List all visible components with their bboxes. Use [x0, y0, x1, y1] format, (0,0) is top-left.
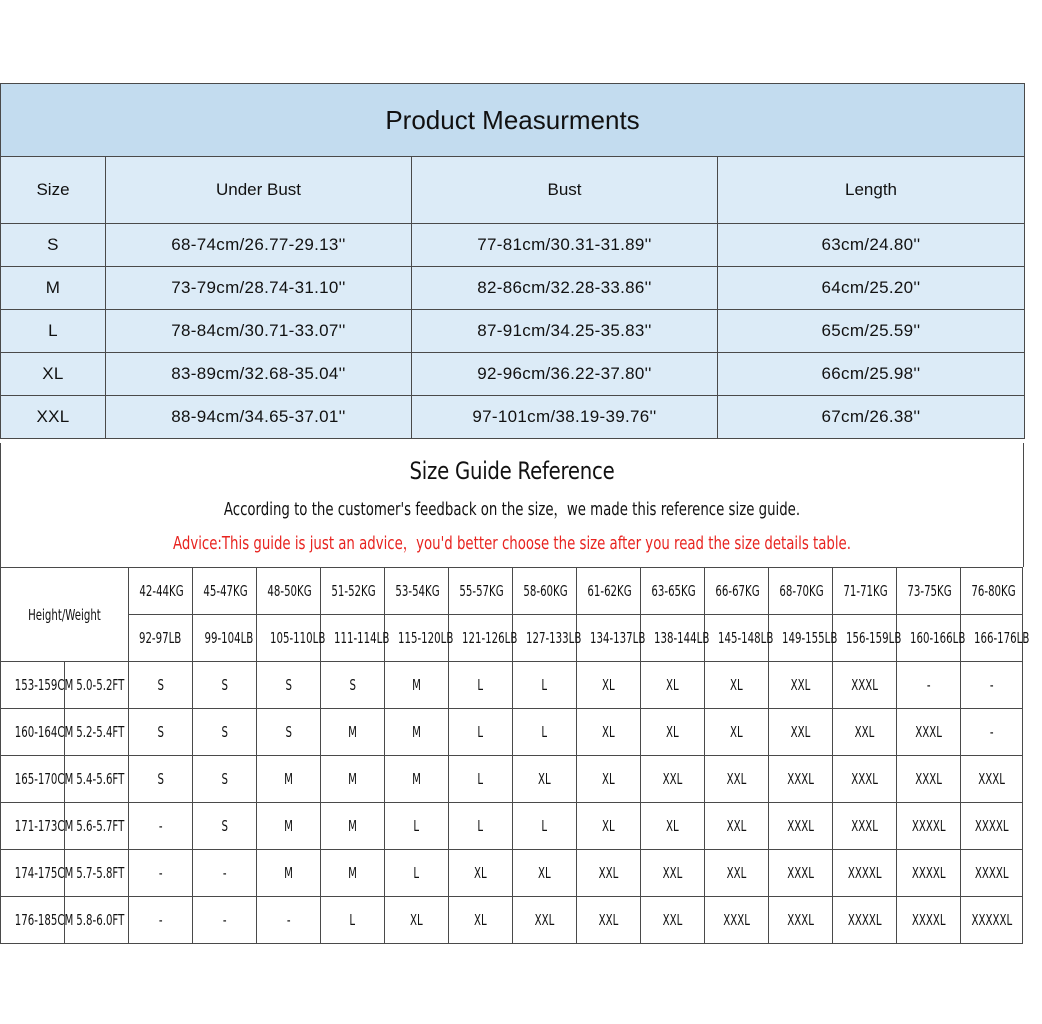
size-recommendation-cell — [641, 803, 705, 850]
size-recommendation-cell — [833, 756, 897, 803]
measure-cell: 63cm/24.80'' — [718, 224, 1025, 267]
size-recommendation-cell — [321, 709, 385, 756]
weight-kg-header — [897, 568, 961, 615]
height-weight-table — [0, 567, 1030, 944]
size-recommendation-cell — [257, 897, 321, 944]
weight-kg-header — [577, 568, 641, 615]
size-value: S — [221, 723, 228, 741]
weight-kg-header — [641, 568, 705, 615]
height-ft-label: 5.0-5.2FT — [76, 676, 125, 694]
size-recommendation-cell — [321, 662, 385, 709]
size-value: XL — [666, 676, 679, 694]
size-recommendation-cell — [321, 803, 385, 850]
measure-cell: 87-91cm/34.25-35.83'' — [412, 310, 718, 353]
size-recommendation-cell — [961, 756, 1023, 803]
size-value: M — [348, 864, 357, 882]
size-recommendation-cell — [449, 850, 513, 897]
size-recommendation-cell — [449, 662, 513, 709]
size-value: S — [157, 723, 164, 741]
weight-lb-label: 99-104LB — [204, 629, 254, 647]
size-recommendation-cell — [897, 897, 961, 944]
size-recommendation-cell — [193, 662, 257, 709]
size-value: L — [477, 817, 484, 835]
size-value: S — [285, 723, 292, 741]
size-value: S — [285, 676, 292, 694]
weight-kg-header — [321, 568, 385, 615]
height-ft-label: 5.8-6.0FT — [76, 911, 125, 929]
weight-kg-header — [129, 568, 193, 615]
column-header: Length — [718, 157, 1025, 224]
table-row — [1, 267, 1025, 310]
size-recommendation-cell — [257, 709, 321, 756]
weight-lb-header — [641, 615, 710, 662]
size-value: XXL — [854, 723, 875, 741]
size-recommendation-cell — [193, 803, 257, 850]
size-recommendation-cell — [769, 756, 833, 803]
weight-kg-label: 68-70KG — [779, 582, 824, 600]
weight-kg-label: 66-67KG — [715, 582, 760, 600]
height-cm-label: 160-164CM — [14, 723, 74, 741]
size-recommendation-cell — [449, 897, 513, 944]
size-value: XL — [474, 864, 487, 882]
size-recommendation-cell — [513, 662, 577, 709]
size-recommendation-cell — [193, 709, 257, 756]
height-cm-label: 165-170CM — [14, 770, 74, 788]
size-value: XXXL — [787, 911, 814, 929]
measure-cell: 66cm/25.98'' — [718, 353, 1025, 396]
size-value: XXXXL — [911, 911, 946, 929]
size-value: M — [412, 770, 421, 788]
weight-lb-header — [257, 615, 326, 662]
size-guide-title: Size Guide Reference — [409, 457, 615, 485]
size-recommendation-cell — [833, 803, 897, 850]
size-value: XXL — [598, 911, 619, 929]
weight-lb-label: 145-148LB — [718, 629, 774, 647]
size-value: S — [221, 817, 228, 835]
size-recommendation-cell — [513, 897, 577, 944]
size-value: XXXL — [915, 770, 942, 788]
size-recommendation-cell — [385, 709, 449, 756]
weight-kg-label: 53-54KG — [395, 582, 440, 600]
size-value: M — [284, 817, 293, 835]
measure-cell: 68-74cm/26.77-29.13'' — [106, 224, 412, 267]
size-value: XXXXL — [847, 864, 882, 882]
table-row — [1, 662, 1023, 709]
measure-cell: 83-89cm/32.68-35.04'' — [106, 353, 412, 396]
measure-cell: 97-101cm/38.19-39.76'' — [412, 396, 718, 439]
size-value: - — [222, 911, 227, 929]
weight-lb-label: 134-137LB — [590, 629, 646, 647]
weight-kg-label: 73-75KG — [907, 582, 952, 600]
height-ft-cell — [65, 850, 129, 897]
height-cm-label: 174-175CM — [14, 864, 74, 882]
weight-lb-header — [385, 615, 454, 662]
size-value: XL — [474, 911, 487, 929]
size-recommendation-cell — [961, 850, 1023, 897]
weight-kg-label: 71-71KG — [843, 582, 888, 600]
size-recommendation-cell — [705, 709, 769, 756]
weight-lb-header — [513, 615, 582, 662]
size-recommendation-cell — [257, 662, 321, 709]
size-recommendation-cell — [641, 756, 705, 803]
weight-lb-header — [769, 615, 838, 662]
column-header: Under Bust — [106, 157, 412, 224]
size-value: - — [222, 864, 227, 882]
size-recommendation-cell — [513, 709, 577, 756]
size-value: S — [157, 770, 164, 788]
size-recommendation-cell — [513, 850, 577, 897]
table-row — [1, 897, 1023, 944]
size-recommendation-cell — [385, 850, 449, 897]
weight-lb-header — [897, 615, 966, 662]
size-recommendation-cell — [769, 662, 833, 709]
size-recommendation-cell — [833, 709, 897, 756]
size-recommendation-cell — [385, 897, 449, 944]
weight-kg-label: 48-50KG — [267, 582, 312, 600]
size-value: XL — [666, 817, 679, 835]
weight-lb-label: 105-110LB — [270, 629, 326, 647]
weight-kg-header — [833, 568, 897, 615]
height-ft-label: 5.4-5.6FT — [76, 770, 125, 788]
size-value: XXL — [726, 864, 747, 882]
weight-lb-row — [1, 615, 1023, 662]
weight-lb-header — [449, 615, 518, 662]
size-recommendation-cell — [449, 709, 513, 756]
size-recommendation-cell — [897, 662, 961, 709]
size-recommendation-cell — [577, 803, 641, 850]
weight-kg-header — [961, 568, 1023, 615]
size-recommendation-cell — [577, 756, 641, 803]
size-recommendation-cell — [897, 709, 961, 756]
weight-kg-header — [257, 568, 321, 615]
size-value: XXXL — [851, 676, 878, 694]
size-recommendation-cell — [705, 897, 769, 944]
size-recommendation-cell — [129, 709, 193, 756]
size-recommendation-cell — [769, 803, 833, 850]
size-recommendation-cell — [833, 850, 897, 897]
size-recommendation-cell — [449, 803, 513, 850]
corner-label: Height/Weight — [28, 605, 101, 624]
size-value: XL — [730, 723, 743, 741]
size-recommendation-cell — [513, 756, 577, 803]
size-recommendation-cell — [129, 897, 193, 944]
weight-kg-label: 76-80KG — [971, 582, 1016, 600]
weight-kg-header — [385, 568, 449, 615]
size-value: - — [989, 676, 994, 694]
size-recommendation-cell — [897, 803, 961, 850]
size-recommendation-cell — [193, 897, 257, 944]
size-value: XXXXL — [974, 864, 1009, 882]
column-header: Bust — [412, 157, 718, 224]
size-value: S — [221, 770, 228, 788]
height-ft-label: 5.6-5.7FT — [76, 817, 125, 835]
table-row — [1, 224, 1025, 267]
weight-lb-header — [833, 615, 902, 662]
measure-cell: 67cm/26.38'' — [718, 396, 1025, 439]
height-cm-cell — [1, 897, 74, 944]
size-value: XXXL — [915, 723, 942, 741]
table-row — [1, 756, 1023, 803]
height-cm-label: 176-185CM — [14, 911, 74, 929]
size-value: XXL — [790, 723, 811, 741]
size-value: L — [413, 864, 420, 882]
size-cell: XL — [1, 353, 106, 396]
size-recommendation-cell — [385, 803, 449, 850]
size-recommendation-cell — [769, 850, 833, 897]
size-recommendation-cell — [833, 662, 897, 709]
size-recommendation-cell — [897, 850, 961, 897]
size-value: XXL — [726, 770, 747, 788]
size-recommendation-cell — [705, 756, 769, 803]
height-ft-cell — [65, 709, 129, 756]
size-recommendation-cell — [385, 662, 449, 709]
weight-kg-header — [193, 568, 257, 615]
size-value: XXXL — [851, 770, 878, 788]
weight-lb-header — [705, 615, 774, 662]
size-recommendation-cell — [641, 850, 705, 897]
size-recommendation-cell — [705, 803, 769, 850]
size-recommendation-cell — [577, 897, 641, 944]
size-value: S — [349, 676, 356, 694]
size-value: XL — [730, 676, 743, 694]
weight-kg-label: 51-52KG — [331, 582, 376, 600]
weight-lb-header — [577, 615, 646, 662]
weight-kg-label: 58-60KG — [523, 582, 568, 600]
size-value: L — [477, 770, 484, 788]
size-recommendation-cell — [705, 850, 769, 897]
size-recommendation-cell — [641, 662, 705, 709]
weight-lb-header — [129, 615, 193, 662]
size-guide-subtitle: According to the customer's feedback on the size，we made this reference size guide. — [223, 499, 801, 520]
size-recommendation-cell — [257, 850, 321, 897]
size-value: XXXXL — [911, 864, 946, 882]
size-recommendation-cell — [769, 709, 833, 756]
size-value: M — [348, 723, 357, 741]
size-value: XL — [602, 817, 615, 835]
weight-lb-label: 127-133LB — [526, 629, 582, 647]
table-row — [1, 850, 1023, 897]
size-recommendation-cell — [577, 662, 641, 709]
height-ft-cell — [65, 897, 129, 944]
size-recommendation-cell — [577, 850, 641, 897]
size-value: - — [286, 911, 291, 929]
height-cm-cell — [1, 756, 74, 803]
table-row — [1, 310, 1025, 353]
size-recommendation-cell — [321, 897, 385, 944]
size-recommendation-cell — [769, 897, 833, 944]
height-cm-cell — [1, 850, 74, 897]
size-recommendation-cell — [641, 897, 705, 944]
measure-cell: 92-96cm/36.22-37.80'' — [412, 353, 718, 396]
size-recommendation-cell — [129, 662, 193, 709]
weight-lb-label: 156-159LB — [846, 629, 902, 647]
weight-lb-label: 138-144LB — [654, 629, 710, 647]
measure-cell: 78-84cm/30.71-33.07'' — [106, 310, 412, 353]
measure-cell: 73-79cm/28.74-31.10'' — [106, 267, 412, 310]
size-recommendation-cell — [961, 709, 1023, 756]
size-recommendation-cell — [129, 850, 193, 897]
size-cell: M — [1, 267, 106, 310]
size-value: L — [349, 911, 356, 929]
size-value: XXL — [790, 676, 811, 694]
measure-cell: 65cm/25.59'' — [718, 310, 1025, 353]
size-value: M — [412, 676, 421, 694]
size-recommendation-cell — [961, 803, 1023, 850]
weight-kg-header — [769, 568, 833, 615]
size-recommendation-cell — [257, 803, 321, 850]
weight-lb-header — [321, 615, 390, 662]
table-row — [1, 396, 1025, 439]
height-cm-cell — [1, 803, 74, 850]
size-recommendation-cell — [193, 756, 257, 803]
size-recommendation-cell — [897, 756, 961, 803]
size-recommendation-cell — [257, 756, 321, 803]
size-value: XXXL — [787, 770, 814, 788]
size-value: XXXL — [787, 864, 814, 882]
weight-lb-label: 92-97LB — [139, 629, 182, 647]
height-cm-cell — [1, 709, 74, 756]
size-recommendation-cell — [513, 803, 577, 850]
size-value: XL — [602, 770, 615, 788]
size-value: XXXL — [851, 817, 878, 835]
size-value: M — [284, 864, 293, 882]
size-value: XXXXXL — [971, 911, 1012, 929]
size-value: S — [221, 676, 228, 694]
column-header: Size — [1, 157, 106, 224]
size-guide-header — [0, 443, 1024, 567]
size-value: S — [157, 676, 164, 694]
measure-cell: 64cm/25.20'' — [718, 267, 1025, 310]
height-cm-label: 153-159CM — [14, 676, 74, 694]
size-cell: L — [1, 310, 106, 353]
weight-lb-label: 160-166LB — [910, 629, 966, 647]
size-recommendation-cell — [193, 850, 257, 897]
size-recommendation-cell — [705, 662, 769, 709]
size-recommendation-cell — [385, 756, 449, 803]
weight-lb-header — [961, 615, 1030, 662]
size-value: L — [541, 723, 548, 741]
weight-lb-label: 149-155LB — [782, 629, 838, 647]
measurements-table — [0, 83, 1025, 439]
height-ft-label: 5.7-5.8FT — [76, 864, 125, 882]
size-recommendation-cell — [321, 850, 385, 897]
table-row — [1, 803, 1023, 850]
size-recommendation-cell — [577, 709, 641, 756]
weight-kg-header — [513, 568, 577, 615]
height-ft-label: 5.2-5.4FT — [76, 723, 125, 741]
weight-lb-label: 115-120LB — [398, 629, 454, 647]
weight-lb-label: 121-126LB — [462, 629, 518, 647]
size-value: XXL — [662, 911, 683, 929]
size-recommendation-cell — [961, 662, 1023, 709]
height-cm-cell — [1, 662, 74, 709]
size-cell: S — [1, 224, 106, 267]
measurements-title: Product Measurments — [1, 84, 1025, 157]
size-value: XL — [538, 864, 551, 882]
size-recommendation-cell — [833, 897, 897, 944]
size-recommendation-cell — [321, 756, 385, 803]
size-value: XL — [602, 723, 615, 741]
weight-kg-label: 42-44KG — [139, 582, 184, 600]
size-value: XXL — [598, 864, 619, 882]
measure-cell: 77-81cm/30.31-31.89'' — [412, 224, 718, 267]
size-value: XXXL — [787, 817, 814, 835]
size-recommendation-cell — [129, 756, 193, 803]
size-value: - — [926, 676, 931, 694]
size-recommendation-cell — [129, 803, 193, 850]
weight-kg-label: 61-62KG — [587, 582, 632, 600]
size-value: - — [158, 864, 163, 882]
size-value: XL — [538, 770, 551, 788]
weight-kg-label: 45-47KG — [203, 582, 248, 600]
height-ft-cell — [65, 803, 129, 850]
measure-cell: 88-94cm/34.65-37.01'' — [106, 396, 412, 439]
size-value: L — [541, 676, 548, 694]
weight-kg-header — [449, 568, 513, 615]
measure-cell: 82-86cm/32.28-33.86'' — [412, 267, 718, 310]
weight-lb-label: 111-114LB — [334, 629, 390, 647]
weight-kg-row — [1, 568, 1023, 615]
size-value: L — [413, 817, 420, 835]
size-value: XXXL — [978, 770, 1005, 788]
size-value: M — [284, 770, 293, 788]
size-value: L — [477, 676, 484, 694]
size-value: - — [158, 911, 163, 929]
size-value: XL — [666, 723, 679, 741]
size-guide-advice: Advice:This guide is just an advice，you'd better choose the size after you read the size details table. — [172, 533, 851, 554]
size-value: M — [348, 817, 357, 835]
size-value: XXXXL — [847, 911, 882, 929]
size-value: L — [477, 723, 484, 741]
size-value: XL — [410, 911, 423, 929]
size-value: - — [989, 723, 994, 741]
size-recommendation-cell — [641, 709, 705, 756]
size-value: XL — [602, 676, 615, 694]
size-value: XXXL — [723, 911, 750, 929]
size-value: XXL — [534, 911, 555, 929]
table-row — [1, 353, 1025, 396]
size-value: XXL — [726, 817, 747, 835]
size-recommendation-cell — [449, 756, 513, 803]
height-ft-cell — [65, 662, 129, 709]
size-recommendation-cell — [961, 897, 1023, 944]
size-value: - — [158, 817, 163, 835]
weight-kg-label: 55-57KG — [459, 582, 504, 600]
weight-lb-header — [193, 615, 257, 662]
size-value: XXXXL — [911, 817, 946, 835]
size-value: XXL — [662, 864, 683, 882]
size-value: M — [348, 770, 357, 788]
size-value: L — [541, 817, 548, 835]
weight-kg-header — [705, 568, 769, 615]
height-ft-cell — [65, 756, 129, 803]
table-row — [1, 709, 1023, 756]
size-value: XXXXL — [974, 817, 1009, 835]
size-cell: XXL — [1, 396, 106, 439]
measurements-header-row — [1, 157, 1025, 224]
size-value: XXL — [662, 770, 683, 788]
weight-kg-label: 63-65KG — [651, 582, 696, 600]
height-weight-corner — [1, 568, 129, 662]
weight-lb-label: 166-176LB — [974, 629, 1030, 647]
size-value: M — [412, 723, 421, 741]
height-cm-label: 171-173CM — [14, 817, 74, 835]
